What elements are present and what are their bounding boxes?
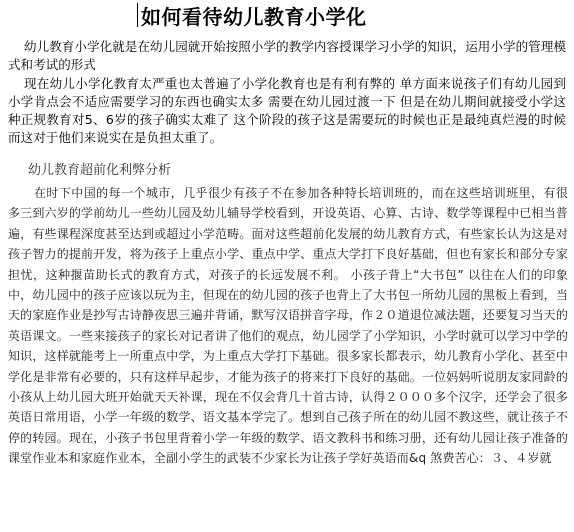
opinion-paragraph: 现在幼儿小学化教育太严重也太普遍了小学化教育也是有利有弊的 单方面来说孩子们有幼儿园到小学肯点会不适应需要学习的东西也确实太多 需要在幼儿园过渡一下 但是在幼儿期间就接受小学这种正规教育对5、6岁的孩子确实太难了 这个阶段的孩子这是需要玩的时候也正是最纯真烂漫的时候 而这对于他们来说实在是负担太重了。	[8, 76, 566, 145]
intro-paragraph: 幼儿教育小学化就是在幼儿园就开始按照小学的教学内容授课学习小学的知识，运用小学的管理模式和考试的形式	[8, 39, 566, 72]
analysis-paragraph: 在时下中国的每一个城市，几乎很少有孩子不在参加各种特长培训班的，而在这些培训班里，有很多三到六岁的学前幼儿一些幼儿园及幼儿辅导学校看到，开设英语、心算、古诗、数学等课程中已相当普遍，有些课程深度甚至达到或超过小学范畴。面对这些超前化发展的幼儿教育方式，有些家长认为这是对孩子智力的提前开发，将为孩子上重点小学、重点中学、重点大学打下良好基础，但也有家长和部分专家担忧，这种揠苗助长式的教育方式，对孩子的长远发展不利。 小孩子背上“大书包” 以往在人们的印象中，幼儿园中的孩子应该以玩为主，但现在的幼儿园的孩子也背上了大书包一所幼儿园的黑板上看到，当天的家庭作业是抄写古诗静夜思三遍并背诵，默写汉语拼音字母，作２０道退位减法题，还要复习当天的英语课文。一些来接孩子的家长对记者讲了他们的观点，幼儿园学了小学知识，小学时就可以学习中学的知识，这样就能考上一所重点中学，为上重点大学打下基础。很多家长都表示，幼儿教育小学化、甚至中学化是非常有必要的，只有这样早起步，才能为孩子的将来打下良好的基础。一位妈妈听说朋友家同龄的小孩从上幼儿园大班开始就天天补课，现在不仅会背几十首古诗，认得２０００多个汉字，还学会了很多英语日常用语，小学一年级的数学、语文基本学完了。想到自己孩子所在的幼儿园不教这些，就让孩子不停的转园。现在，小孩子书包里背着小学一年级的数学、语文教科书和练习册，还有幼儿园让孩子准备的课堂作业本和家庭作业本，全副小学生的武装不少家长为让孩子学好英语而&q 煞费苦心：３、４岁就	[8, 186, 568, 466]
text-cursor	[137, 3, 138, 27]
article-title: 如何看待幼儿教育小学化	[141, 5, 367, 29]
section-subheading: 幼儿教育超前化利弊分析	[28, 163, 172, 178]
